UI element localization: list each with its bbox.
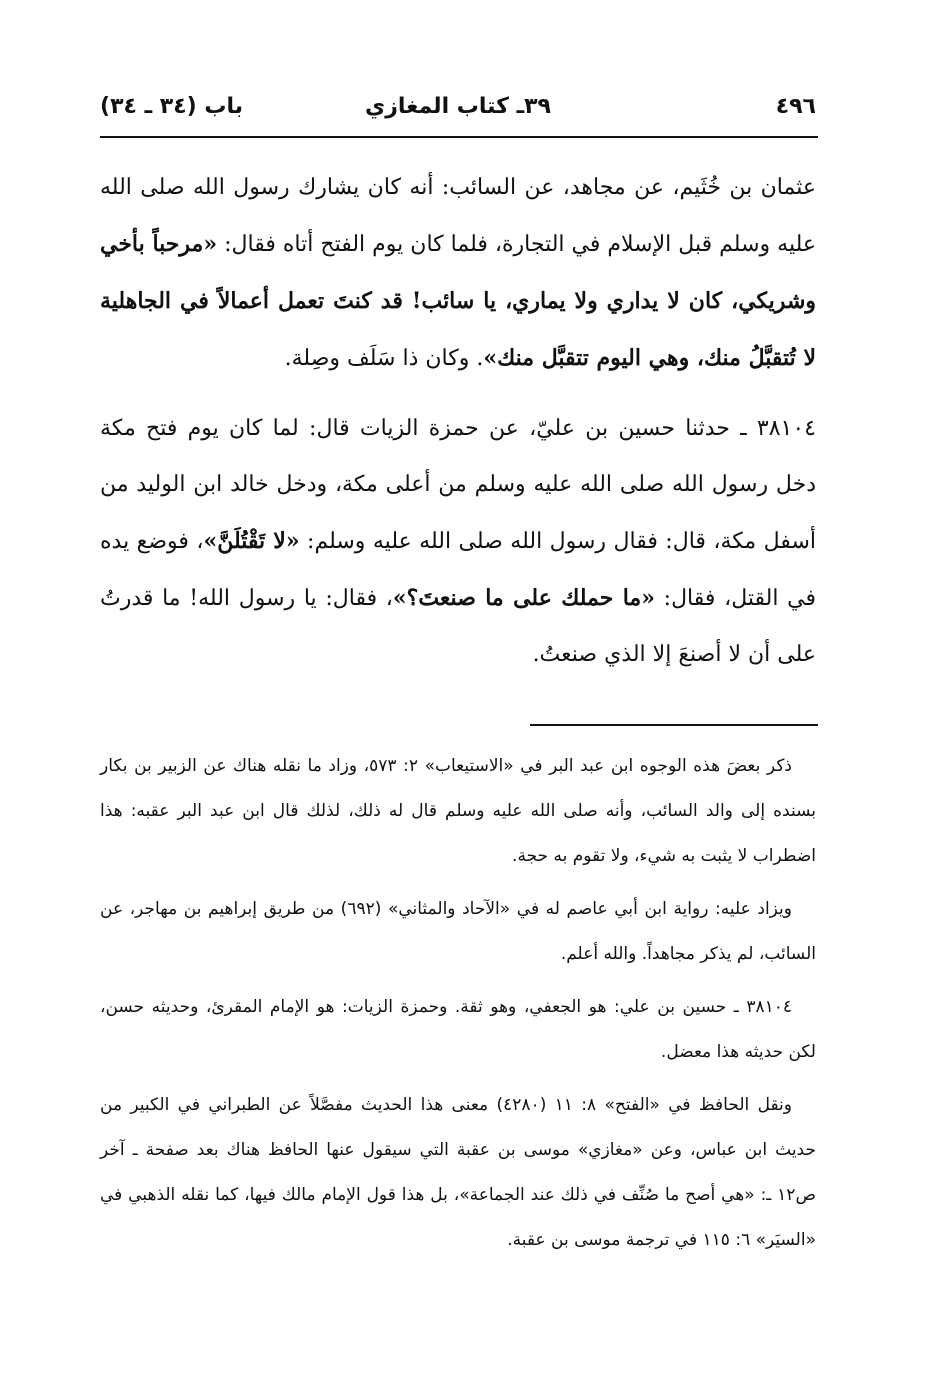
- footnotes: [100, 744, 816, 1271]
- para2-text-b: ، فوضع يده في القتل، فقال:: [100, 529, 816, 611]
- quote-la-taqtulanna: «لا تَقْتُلَنَّ»: [203, 528, 300, 554]
- page-header: [100, 88, 816, 132]
- para2-text-a: ٣٨١٠٤ ـ حدثنا حسين بن عليّ، عن حمزة الزيات قال: لما كان يوم فتح مكة دخل رسول الله صلى الله عليه وسلم من أعلى مكة، ودخل خالد ابن الوليد من أسفل مكة، قال: فقال رسول الله صلى الله عليه وسلم:: [100, 416, 816, 554]
- chapter-label: باب (٣٤ ـ ٣٤): [100, 94, 243, 119]
- footnote-3: ٣٨١٠٤ ـ حسين بن علي: هو الجعفي، وهو ثقة. وحمزة الزيات: هو الإمام المقرئ، وحديثه حسن، لكن حديثه هذا معضل.: [100, 997, 816, 1062]
- para2-text-c: ، فقال: يا رسول الله! ما قدرتُ على أن لا أصنعَ إلا الذي صنعتُ.: [100, 586, 816, 667]
- prophet-quote: «مرحباً بأخي وشريكي، كان لا يداري ولا يماري، يا سائب! قد كنتَ تعمل أعمالاً في الجاهلية لا تُتقبَّلُ منك، وهي اليوم تتقبَّل منك»: [100, 231, 816, 371]
- para1-end: . وكان ذا سَلَف وصِلة.: [284, 346, 484, 371]
- footnote-2: ويزاد عليه: رواية ابن أبي عاصم له في «الآحاد والمثاني» (٦٩٢) من طريق إبراهيم بن مهاجر، عن السائب، لم يذكر مجاهداً. والله أعلم.: [100, 899, 816, 964]
- footnote-4: ونقل الحافظ في «الفتح» ٨: ١١ (٤٢٨٠) معنى هذا الحديث مفصَّلاً عن الطبراني في الكبير من حديث ابن عباس، وعن «مغازي» موسى بن عقبة التي سيقول عنها الحافظ هناك بعد صفحة ـ آخر ص١٢ ـ: «هي أصح ما صُنِّف في ذلك عند الجماعة»، بل هذا قول الإمام مالك فيها، كما نقله الذهبي في «السيَر» ٦: ١١٥ في ترجمة موسى بن عقبة.: [100, 1095, 816, 1250]
- page-number: ٤٩٦: [775, 94, 816, 119]
- quote-ma-hamalaka: «ما حملك على ما صنعتَ؟»: [392, 585, 655, 611]
- footnote-1: ذكر بعضَ هذه الوجوه ابن عبد البر في «الاستيعاب» ٢: ٥٧٣، وزاد ما نقله هناك عن الزبير بن بكار بسنده إلى والد السائب، وأنه صلى الله عليه وسلم قال له ذلك، لذلك قال ابن عبد البر عقبه: هذا اضطراب لا يثبت به شيء، ولا تقوم به حجة.: [100, 756, 816, 866]
- para1-text: عثمان بن خُثَيم، عن مجاهد، عن السائب: أنه كان يشارك رسول الله صلى الله عليه وسلم قبل الإسلام في التجارة، فلما كان يوم الفتح أتاه فقال:: [100, 175, 816, 257]
- footnote-divider: [530, 724, 818, 726]
- book-title: ٣٩ـ كتاب المغازي: [365, 94, 551, 119]
- paragraph-1: [100, 160, 816, 387]
- main-text: [100, 160, 816, 683]
- header-divider: [100, 136, 818, 138]
- hadith-38104: [100, 401, 816, 683]
